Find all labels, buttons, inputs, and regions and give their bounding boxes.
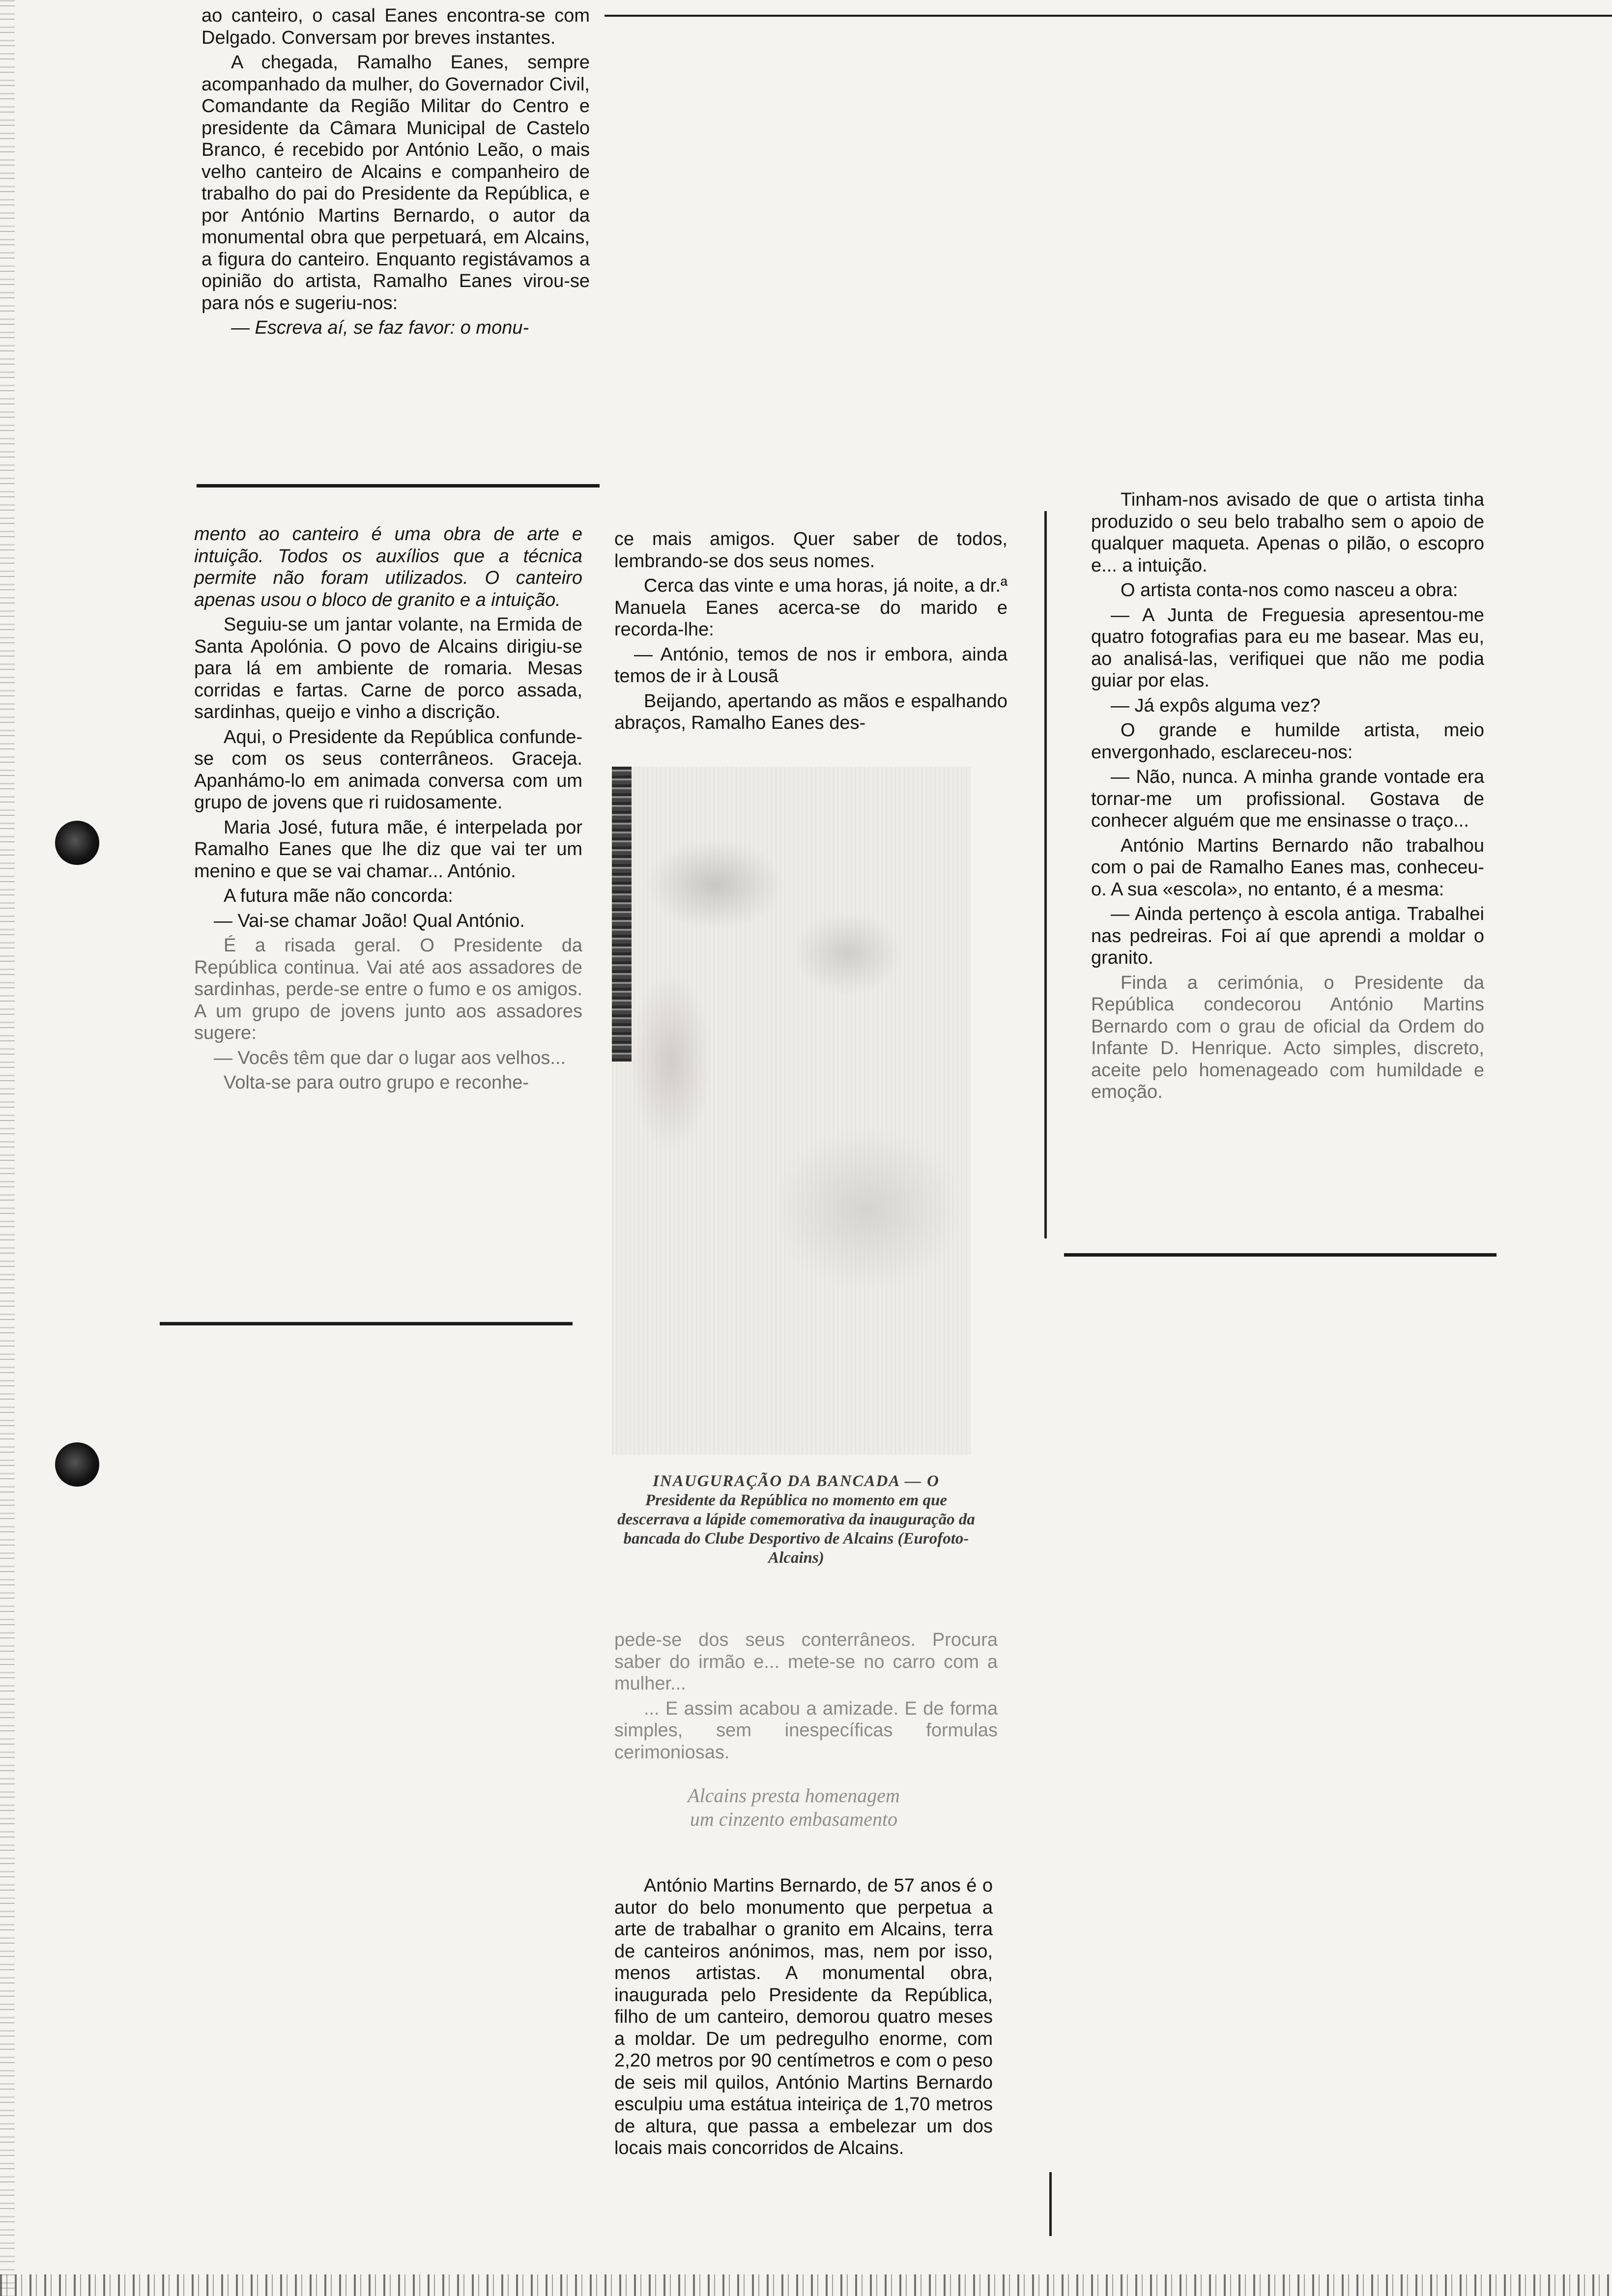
paragraph: António Martins Bernardo, de 57 anos é o autor do belo monumento que perpetua a arte de trabalhar o granito em Alcains, terra de canteiros anónimos, mas, nem por isso, menos artistas. A monumental obra, inaugurada pelo Presidente da República, filho de um canteiro, demorou quatro meses a moldar. De um pedregulho enorme, com 2,20 metros por 90 centímetros e com o peso de seis mil quilos, António Martins Bernardo esculpiu uma estátua inteiriça de 1,70 metros de altura, que passa a embelezar um dos locais mais concorridos de Alcains. (614, 1875, 993, 2158)
paragraph: António Martins Bernardo não trabalhou com o pai de Ramalho Eanes mas, conheceu-o. A sua «escola», no entanto, é a mesma: (1091, 835, 1484, 900)
paragraph: ce mais amigos. Quer saber de todos, lembrando-se dos seus nomes. (614, 529, 1008, 572)
paragraph: ... E assim acabou a amizade. E de forma simples, sem inespecíficas formulas cerimoniosas. (614, 1698, 998, 1763)
column-2-bottom (614, 1875, 993, 2162)
paragraph: A futura mãe não concorda: (224, 886, 453, 906)
paragraph: Maria José, futura mãe, é interpelada por Ramalho Eanes que lhe diz que vai ter um menino e que se vai chamar... António. (194, 817, 582, 882)
paragraph: O artista conta-nos como nasceu a obra: (1121, 580, 1458, 601)
column-3 (1091, 489, 1484, 1106)
photo-dark-edge (612, 767, 632, 1062)
binding-edge (0, 0, 15, 2296)
paragraph: — Ainda pertenço à escola antiga. Trabalhei nas pedreiras. Foi aí que aprendi a moldar o granito. (1091, 904, 1484, 968)
paragraph: — Vocês têm que dar o lugar aos velhos... (214, 1047, 566, 1068)
paragraph: Aqui, o Presidente da República confunde-se com os seus conterrâneos. Graceja. Apanhámo-lo em animada conversa com um grupo de jovens que ri ruidosamente. (194, 726, 582, 813)
photo-inauguration (612, 767, 971, 1455)
photo-caption (617, 1472, 976, 1568)
column-1-bottom-rule (160, 1322, 573, 1325)
subheading-line-1: Alcains presta homenagem (688, 1784, 900, 1807)
stray-mark (1049, 2172, 1052, 2236)
paragraph: mento ao canteiro é uma obra de arte e intuição. Todos os auxílios que a técnica permite não foram utilizados. O canteiro apenas usou o bloco de granito e a intuição. (194, 524, 582, 610)
column-1-rule (197, 484, 600, 488)
punch-hole-top (55, 821, 99, 865)
scan-bottom-edge (0, 2274, 1612, 2296)
paragraph: Cerca das vinte e uma horas, já noite, a dr.ª Manuela Eanes acerca-se do marido e recorda-lhe: (614, 575, 1008, 640)
paragraph: pede-se dos seus conterrâneos. Procura saber do irmão e... mete-se no carro com a mulher... (614, 1630, 998, 1694)
paragraph: É a risada geral. O Presidente da República continua. Vai até aos assadores de sardinhas, perde-se entre o fumo e os amigos. A um grupo de jovens junto aos assadores sugere: (194, 935, 582, 1043)
paragraph: Tinham-nos avisado de que o artista tinha produzido o seu belo trabalho sem o apoio de qualquer maqueta. Apenas o pilão, o escopro e... a intuição. (1091, 489, 1484, 576)
paragraph: Finda a cerimónia, o Presidente da República condecorou António Martins Bernardo com o grau de oficial da Ordem do Infante D. Henrique. Acto simples, discreto, aceite pelo homenageado com humildade e emoção. (1091, 972, 1484, 1102)
paragraph: — Já expôs alguma vez? (1111, 695, 1321, 716)
column-1-bottom (194, 523, 582, 1097)
subheading (604, 1784, 983, 1831)
paragraph: — Vai-se chamar João! Qual António. (214, 910, 525, 931)
paragraph: — Não, nunca. A minha grande vontade era tornar-me um profissional. Gostava de conhecer alguém que me ensinasse o traço... (1091, 767, 1484, 831)
paragraph: ao canteiro, o casal Eanes encontra-se com Delgado. Conversam por breves instantes. (202, 5, 590, 48)
column-divider (1044, 511, 1047, 1238)
caption-title: INAUGURAÇÃO DA BANCADA — O (653, 1472, 940, 1490)
top-rule (604, 15, 1612, 17)
column-3-rule (1064, 1253, 1497, 1257)
column-2-top (614, 528, 1008, 737)
column-1-top (202, 5, 590, 342)
paragraph: — A Junta de Freguesia apresentou-me quatro fotografias para eu me basear. Mas eu, ao analisá-las, verifiquei que não me podia guiar por elas. (1091, 604, 1484, 691)
punch-hole-bottom (55, 1442, 99, 1487)
paragraph: — Escreva aí, se faz favor: o monu- (231, 317, 529, 338)
paragraph: — António, temos de nos ir embora, ainda temos de ir à Lousã (614, 644, 1008, 687)
paragraph: Beijando, apertando as mãos e espalhando abraços, Ramalho Eanes des- (614, 690, 1008, 733)
caption-body: Presidente da República no momento em que descerrava a lápide comemorativa da inauguração da bancada do Clube Desportivo de Alcains (Eurofoto-Alcains) (617, 1492, 975, 1567)
paragraph: Volta-se para outro grupo e reconhe- (224, 1072, 529, 1093)
paragraph: O grande e humilde artista, meio envergonhado, esclareceu-nos: (1091, 720, 1484, 763)
column-2-middle (614, 1629, 998, 1766)
paragraph: Seguiu-se um jantar volante, na Ermida de Santa Apolónia. O povo de Alcains dirigiu-se para lá em ambiente de romaria. Mesas corridas e fartas. Carne de porco assada, sardinhas, queijo e vinho a discrição. (194, 614, 582, 722)
subheading-line-2: um cinzento embasamento (690, 1808, 898, 1830)
paragraph: A chegada, Ramalho Eanes, sempre acompanhado da mulher, do Governador Civil, Comandante da Região Militar do Centro e presidente da Câmara Municipal de Castelo Branco, é recebido por António Leão, o mais velho canteiro de Alcains e companheiro de trabalho do pai do Presidente da República, e por António Martins Bernardo, o autor da monumental obra que perpetuará, em Alcains, a figura do canteiro. Enquanto registávamos a opinião do artista, Ramalho Eanes virou-se para nós e sugeriu-nos: (202, 52, 590, 314)
